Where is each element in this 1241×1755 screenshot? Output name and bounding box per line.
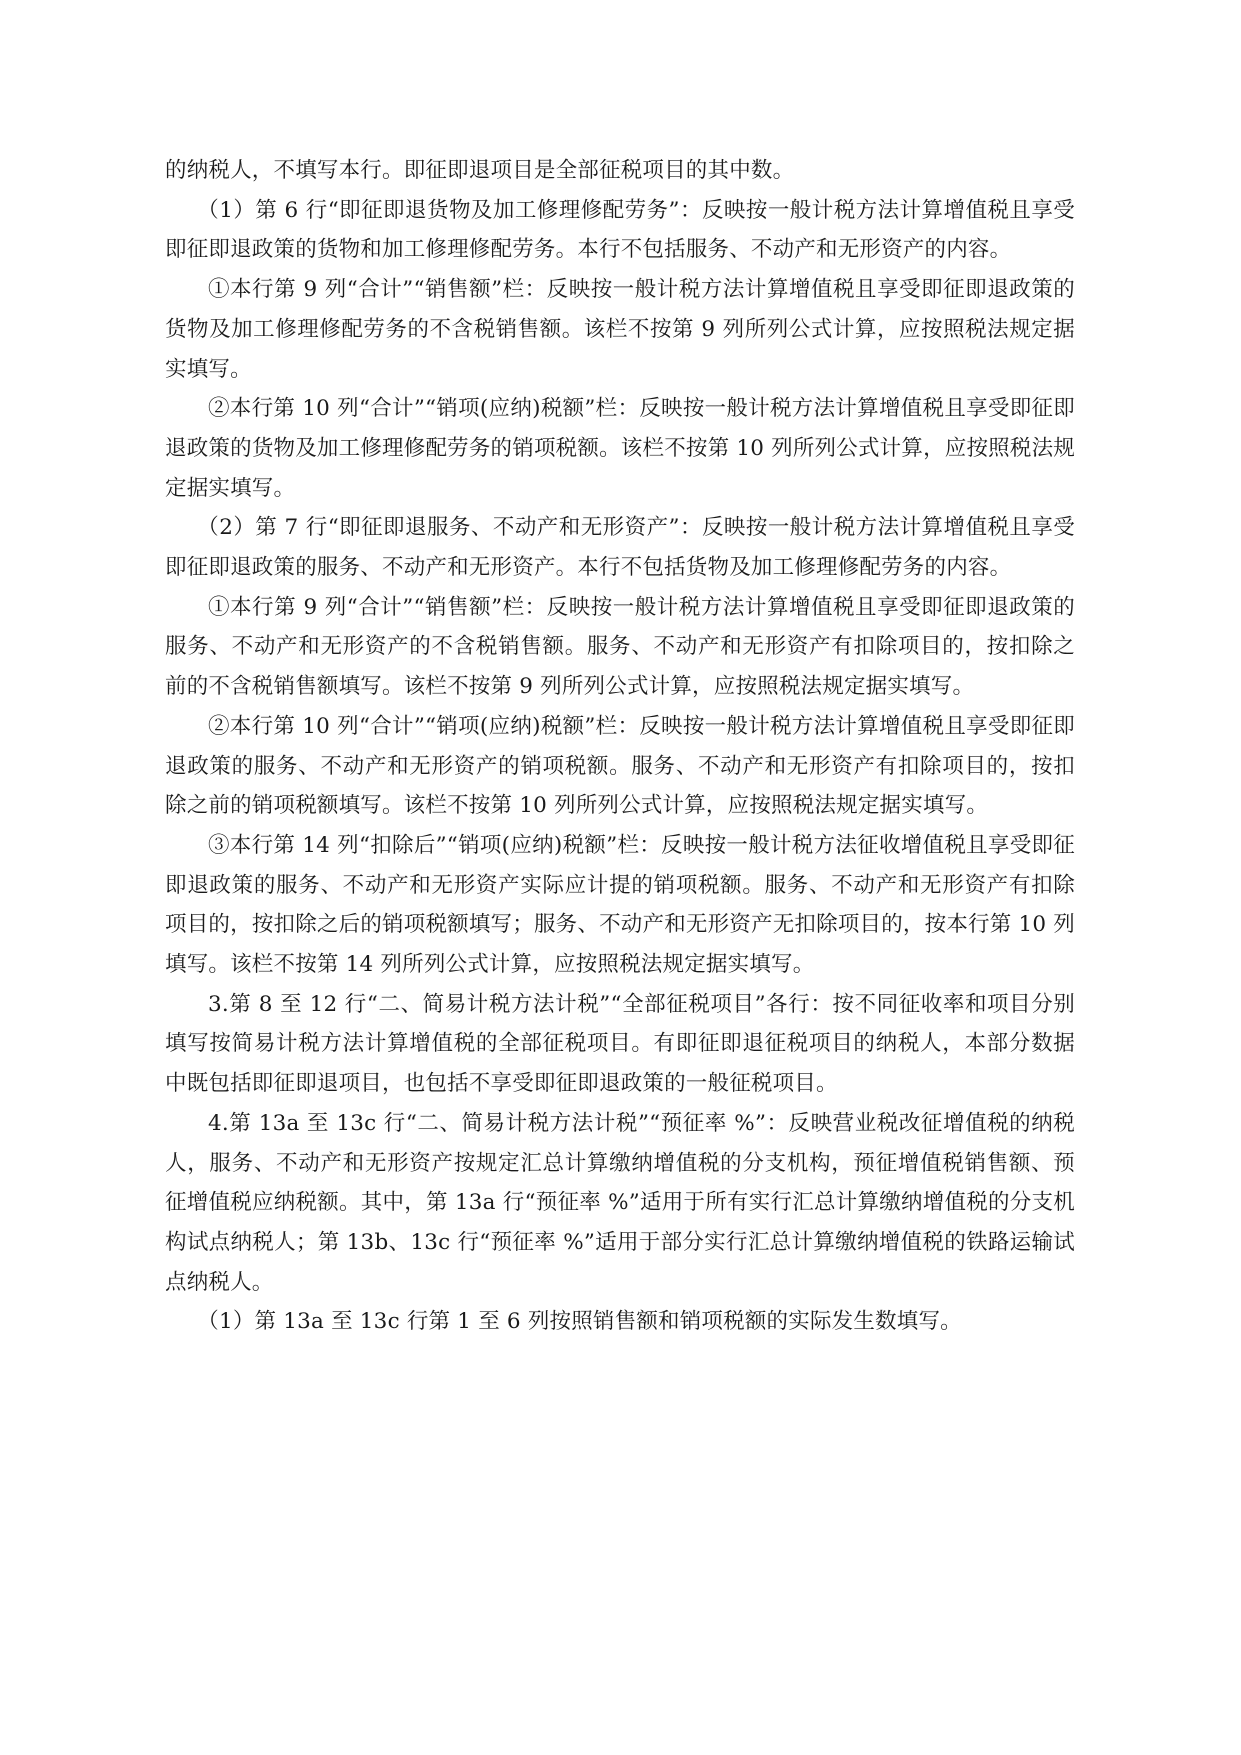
paragraph-row7-col14: ③本行第 14 列“扣除后”“销项(应纳)税额”栏：反映按一般计税方法征收增值税且享受即征即退政策的服务、不动产和无形资产实际应计提的销项税额。服务、不动产和无形资产有扣除项目的，按扣除之后的销项税额填写；服务、不动产和无形资产无扣除项目的，按本行第 10 列填写。该栏不按第 14 列所列公式计算，应按照税法规定据实填写。 [165, 832, 1075, 978]
paragraph-row7-col9: ①本行第 9 列“合计”“销售额”栏：反映按一般计税方法计算增值税且享受即征即退政策的服务、不动产和无形资产的不含税销售额。服务、不动产和无形资产有扣除项目的，按扣除之前的不含税销售额填写。该栏不按第 9 列所列公式计算，应按照税法规定据实填写。 [165, 594, 1075, 700]
document-page [165, 151, 1075, 1342]
paragraph-row6-goods: （1）第 6 行“即征即退货物及加工修理修配劳务”：反映按一般计税方法计算增值税且享受即征即退政策的货物和加工修理修配劳务。本行不包括服务、不动产和无形资产的内容。 [165, 197, 1075, 263]
paragraph-row6-col9: ①本行第 9 列“合计”“销售额”栏：反映按一般计税方法计算增值税且享受即征即退政策的货物及加工修理修配劳务的不含税销售额。该栏不按第 9 列所列公式计算，应按照税法规定据实填写。 [165, 277, 1075, 382]
paragraph-row7-services: （2）第 7 行“即征即退服务、不动产和无形资产”：反映按一般计税方法计算增值税且享受即征即退政策的服务、不动产和无形资产。本行不包括货物及加工修理修配劳务的内容。 [165, 515, 1075, 581]
paragraph-rows8-12: 3.第 8 至 12 行“二、简易计税方法计税”“全部征税项目”各行：按不同征收率和项目分别填写按简易计税方法计算增值税的全部征税项目。有即征即退征税项目的纳税人，本部分数据中既包括即征即退项目，也包括不享受即征即退政策的一般征税项目。 [165, 991, 1075, 1097]
paragraph-continuation: 的纳税人，不填写本行。即征即退项目是全部征税项目的其中数。 [165, 158, 795, 183]
paragraph-rows13a-13c: 4.第 13a 至 13c 行“二、简易计税方法计税”“预征率 %”：反映营业税改征增值税的纳税人，服务、不动产和无形资产按规定汇总计算缴纳增值税的分支机构，预征增值税销售额、预征增值税应纳税额。其中，第 13a 行“预征率 %”适用于所有实行汇总计算缴纳增值税的分支机构试点纳税人；第 13b、13c 行“预征率 %”适用于部分实行汇总计算缴纳增值税的铁路运输试点纳税人。 [165, 1110, 1075, 1295]
paragraph-row7-col10: ②本行第 10 列“合计”“销项(应纳)税额”栏：反映按一般计税方法计算增值税且享受即征即退政策的服务、不动产和无形资产的销项税额。服务、不动产和无形资产有扣除项目的，按扣除之前的销项税额填写。该栏不按第 10 列所列公式计算，应按照税法规定据实填写。 [165, 713, 1075, 819]
paragraph-rows13a-13c-cols1-6: （1）第 13a 至 13c 行第 1 至 6 列按照销售额和销项税额的实际发生数填写。 [197, 1309, 962, 1335]
paragraph-row6-col10: ②本行第 10 列“合计”“销项(应纳)税额”栏：反映按一般计税方法计算增值税且享受即征即退政策的货物及加工修理修配劳务的销项税额。该栏不按第 10 列所列公式计算，应按照税法规定据实填写。 [165, 396, 1075, 501]
